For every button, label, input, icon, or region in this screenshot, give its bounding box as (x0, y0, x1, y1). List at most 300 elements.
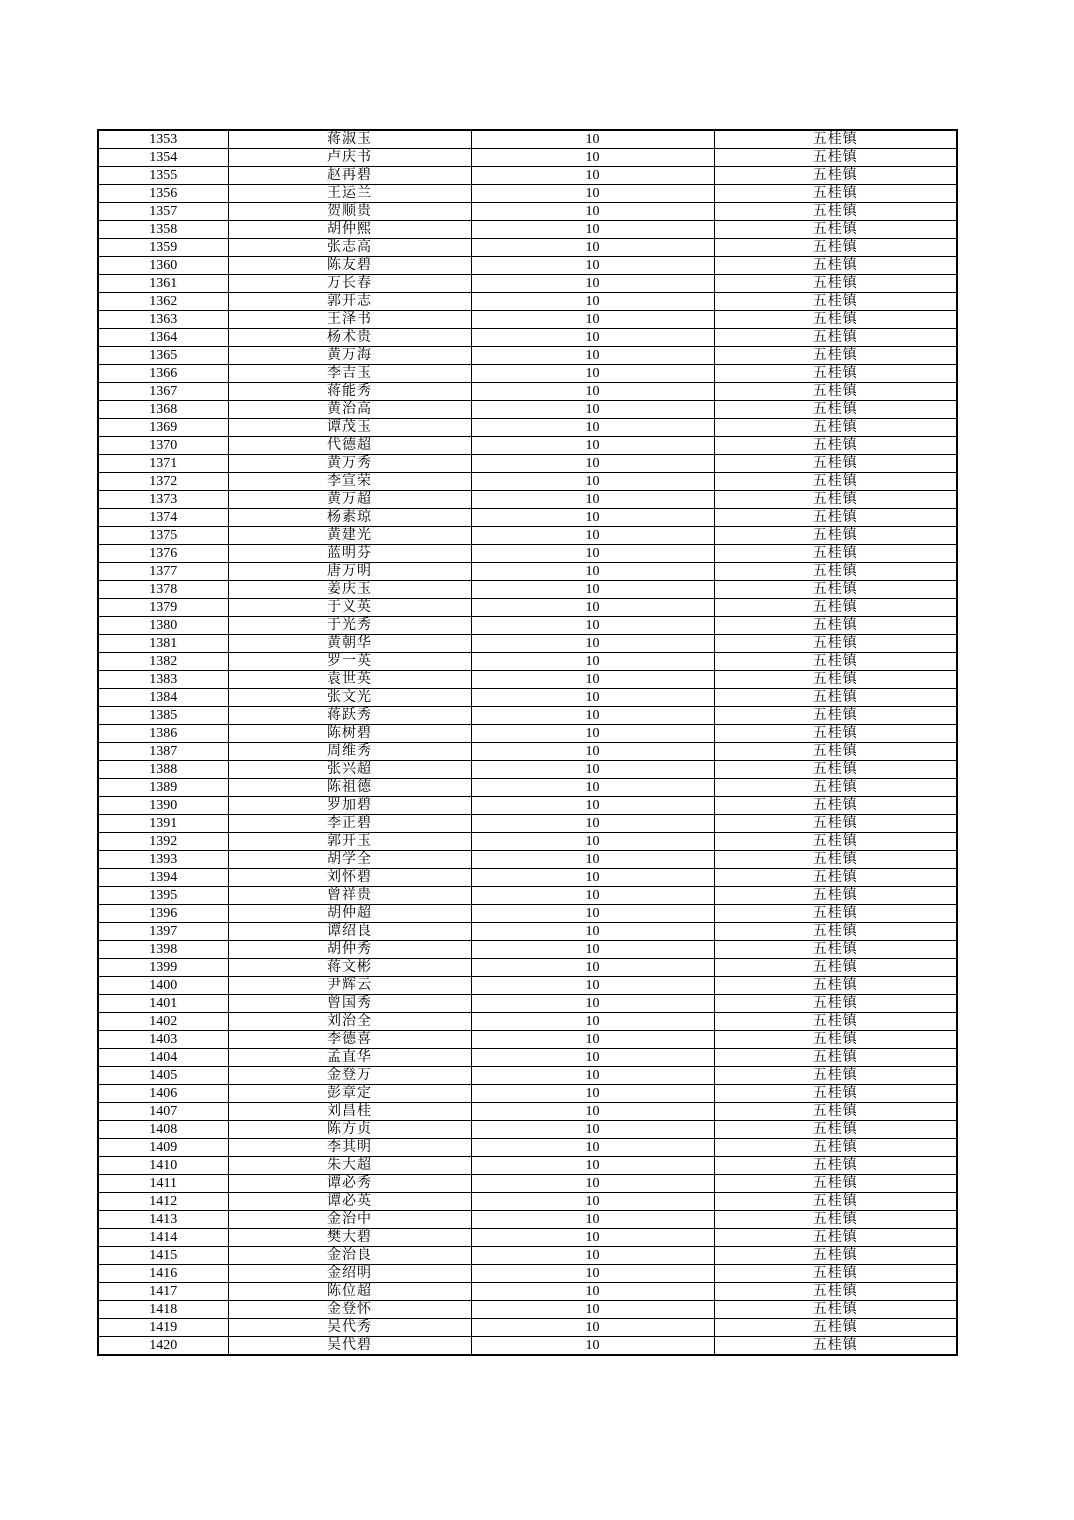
cell-number: 1390 (98, 797, 228, 815)
table-row (98, 437, 957, 455)
cell-number: 1372 (98, 473, 228, 491)
cell-name: 李其明 (228, 1139, 471, 1157)
cell-town: 五桂镇 (714, 1229, 957, 1247)
cell-name: 蒋跃秀 (228, 707, 471, 725)
cell-town: 五桂镇 (714, 779, 957, 797)
cell-amount: 10 (471, 1103, 714, 1121)
table-row (98, 1247, 957, 1265)
table-row (98, 185, 957, 203)
cell-number: 1410 (98, 1157, 228, 1175)
cell-amount: 10 (471, 1265, 714, 1283)
cell-name: 陈友碧 (228, 257, 471, 275)
cell-amount: 10 (471, 581, 714, 599)
cell-town: 五桂镇 (714, 311, 957, 329)
table-row (98, 1067, 957, 1085)
cell-amount: 10 (471, 725, 714, 743)
cell-number: 1362 (98, 293, 228, 311)
cell-number: 1353 (98, 130, 228, 149)
cell-number: 1400 (98, 977, 228, 995)
table-row (98, 761, 957, 779)
table-row (98, 869, 957, 887)
cell-amount: 10 (471, 851, 714, 869)
cell-town: 五桂镇 (714, 167, 957, 185)
cell-town: 五桂镇 (714, 923, 957, 941)
cell-number: 1407 (98, 1103, 228, 1121)
table-row (98, 149, 957, 167)
cell-town: 五桂镇 (714, 959, 957, 977)
cell-name: 卢庆书 (228, 149, 471, 167)
cell-number: 1379 (98, 599, 228, 617)
table-row (98, 203, 957, 221)
table-row (98, 1013, 957, 1031)
cell-number: 1405 (98, 1067, 228, 1085)
cell-number: 1375 (98, 527, 228, 545)
cell-amount: 10 (471, 1067, 714, 1085)
cell-name: 刘治全 (228, 1013, 471, 1031)
cell-name: 胡仲熙 (228, 221, 471, 239)
cell-town: 五桂镇 (714, 221, 957, 239)
cell-town: 五桂镇 (714, 347, 957, 365)
cell-town: 五桂镇 (714, 365, 957, 383)
cell-name: 黄朝华 (228, 635, 471, 653)
cell-number: 1414 (98, 1229, 228, 1247)
table-row (98, 130, 957, 149)
cell-town: 五桂镇 (714, 1067, 957, 1085)
cell-amount: 10 (471, 293, 714, 311)
cell-amount: 10 (471, 797, 714, 815)
cell-number: 1373 (98, 491, 228, 509)
cell-amount: 10 (471, 617, 714, 635)
cell-name: 于光秀 (228, 617, 471, 635)
cell-name: 陈位超 (228, 1283, 471, 1301)
cell-number: 1398 (98, 941, 228, 959)
cell-number: 1420 (98, 1337, 228, 1356)
table-row (98, 347, 957, 365)
cell-name: 姜庆玉 (228, 581, 471, 599)
cell-amount: 10 (471, 1193, 714, 1211)
cell-number: 1409 (98, 1139, 228, 1157)
cell-amount: 10 (471, 1319, 714, 1337)
cell-name: 彭章定 (228, 1085, 471, 1103)
cell-name: 代德超 (228, 437, 471, 455)
cell-town: 五桂镇 (714, 1013, 957, 1031)
cell-number: 1354 (98, 149, 228, 167)
cell-number: 1393 (98, 851, 228, 869)
cell-number: 1417 (98, 1283, 228, 1301)
cell-town: 五桂镇 (714, 1319, 957, 1337)
table-row (98, 311, 957, 329)
cell-name: 吴代秀 (228, 1319, 471, 1337)
cell-town: 五桂镇 (714, 1283, 957, 1301)
cell-town: 五桂镇 (714, 707, 957, 725)
cell-amount: 10 (471, 1211, 714, 1229)
cell-town: 五桂镇 (714, 617, 957, 635)
cell-number: 1382 (98, 653, 228, 671)
cell-amount: 10 (471, 1283, 714, 1301)
cell-amount: 10 (471, 257, 714, 275)
cell-town: 五桂镇 (714, 905, 957, 923)
cell-name: 吴代碧 (228, 1337, 471, 1356)
cell-amount: 10 (471, 130, 714, 149)
cell-amount: 10 (471, 1085, 714, 1103)
cell-amount: 10 (471, 653, 714, 671)
cell-name: 于义英 (228, 599, 471, 617)
table-row (98, 1265, 957, 1283)
cell-name: 朱大超 (228, 1157, 471, 1175)
table-row (98, 1157, 957, 1175)
table-row (98, 797, 957, 815)
cell-amount: 10 (471, 1301, 714, 1319)
cell-number: 1396 (98, 905, 228, 923)
cell-name: 李吉玉 (228, 365, 471, 383)
cell-name: 陈方贞 (228, 1121, 471, 1139)
cell-town: 五桂镇 (714, 1121, 957, 1139)
cell-amount: 10 (471, 1157, 714, 1175)
cell-number: 1370 (98, 437, 228, 455)
table-row (98, 383, 957, 401)
cell-amount: 10 (471, 455, 714, 473)
cell-name: 胡仲秀 (228, 941, 471, 959)
cell-amount: 10 (471, 1049, 714, 1067)
cell-number: 1383 (98, 671, 228, 689)
cell-number: 1406 (98, 1085, 228, 1103)
cell-name: 袁世英 (228, 671, 471, 689)
cell-amount: 10 (471, 527, 714, 545)
cell-amount: 10 (471, 1031, 714, 1049)
cell-town: 五桂镇 (714, 869, 957, 887)
cell-name: 黄建光 (228, 527, 471, 545)
cell-name: 金治良 (228, 1247, 471, 1265)
cell-town: 五桂镇 (714, 671, 957, 689)
cell-amount: 10 (471, 941, 714, 959)
cell-amount: 10 (471, 599, 714, 617)
cell-town: 五桂镇 (714, 581, 957, 599)
cell-number: 1364 (98, 329, 228, 347)
cell-name: 黄万海 (228, 347, 471, 365)
cell-town: 五桂镇 (714, 1193, 957, 1211)
cell-name: 陈树碧 (228, 725, 471, 743)
cell-town: 五桂镇 (714, 293, 957, 311)
cell-number: 1381 (98, 635, 228, 653)
cell-name: 杨术贵 (228, 329, 471, 347)
cell-number: 1389 (98, 779, 228, 797)
cell-town: 五桂镇 (714, 1031, 957, 1049)
table-row (98, 635, 957, 653)
cell-town: 五桂镇 (714, 887, 957, 905)
cell-number: 1404 (98, 1049, 228, 1067)
cell-number: 1366 (98, 365, 228, 383)
cell-name: 黄万超 (228, 491, 471, 509)
cell-amount: 10 (471, 473, 714, 491)
cell-name: 樊大碧 (228, 1229, 471, 1247)
cell-amount: 10 (471, 779, 714, 797)
cell-amount: 10 (471, 635, 714, 653)
cell-name: 张兴超 (228, 761, 471, 779)
cell-amount: 10 (471, 761, 714, 779)
cell-name: 黄治高 (228, 401, 471, 419)
cell-number: 1413 (98, 1211, 228, 1229)
cell-number: 1402 (98, 1013, 228, 1031)
table-row (98, 1211, 957, 1229)
cell-number: 1377 (98, 563, 228, 581)
cell-name: 张文光 (228, 689, 471, 707)
cell-town: 五桂镇 (714, 941, 957, 959)
cell-name: 金登怀 (228, 1301, 471, 1319)
cell-name: 曾国秀 (228, 995, 471, 1013)
table-row (98, 1319, 957, 1337)
cell-number: 1408 (98, 1121, 228, 1139)
cell-amount: 10 (471, 905, 714, 923)
cell-amount: 10 (471, 1247, 714, 1265)
table-row (98, 959, 957, 977)
table-row (98, 329, 957, 347)
table-row (98, 743, 957, 761)
cell-name: 张志高 (228, 239, 471, 257)
cell-town: 五桂镇 (714, 527, 957, 545)
cell-amount: 10 (471, 221, 714, 239)
table-row (98, 1049, 957, 1067)
cell-name: 贺顺贵 (228, 203, 471, 221)
cell-amount: 10 (471, 401, 714, 419)
cell-town: 五桂镇 (714, 1337, 957, 1356)
cell-name: 尹辉云 (228, 977, 471, 995)
cell-town: 五桂镇 (714, 563, 957, 581)
cell-town: 五桂镇 (714, 851, 957, 869)
cell-number: 1360 (98, 257, 228, 275)
cell-amount: 10 (471, 923, 714, 941)
table-row (98, 815, 957, 833)
cell-number: 1401 (98, 995, 228, 1013)
cell-town: 五桂镇 (714, 1085, 957, 1103)
cell-amount: 10 (471, 1139, 714, 1157)
cell-town: 五桂镇 (714, 995, 957, 1013)
cell-number: 1399 (98, 959, 228, 977)
cell-number: 1355 (98, 167, 228, 185)
cell-town: 五桂镇 (714, 635, 957, 653)
cell-amount: 10 (471, 437, 714, 455)
cell-amount: 10 (471, 869, 714, 887)
cell-town: 五桂镇 (714, 239, 957, 257)
table-row (98, 527, 957, 545)
cell-amount: 10 (471, 167, 714, 185)
table-row (98, 563, 957, 581)
table-row (98, 689, 957, 707)
cell-town: 五桂镇 (714, 725, 957, 743)
cell-name: 蒋文彬 (228, 959, 471, 977)
table-row (98, 293, 957, 311)
cell-number: 1385 (98, 707, 228, 725)
table-row (98, 1103, 957, 1121)
cell-town: 五桂镇 (714, 977, 957, 995)
cell-town: 五桂镇 (714, 1103, 957, 1121)
table-row (98, 923, 957, 941)
cell-number: 1365 (98, 347, 228, 365)
cell-name: 胡学全 (228, 851, 471, 869)
cell-name: 唐万明 (228, 563, 471, 581)
cell-number: 1367 (98, 383, 228, 401)
cell-amount: 10 (471, 707, 714, 725)
cell-number: 1368 (98, 401, 228, 419)
cell-amount: 10 (471, 383, 714, 401)
cell-number: 1392 (98, 833, 228, 851)
table-row (98, 617, 957, 635)
cell-number: 1378 (98, 581, 228, 599)
cell-town: 五桂镇 (714, 437, 957, 455)
cell-amount: 10 (471, 833, 714, 851)
cell-town: 五桂镇 (714, 329, 957, 347)
cell-name: 李德喜 (228, 1031, 471, 1049)
cell-amount: 10 (471, 509, 714, 527)
cell-amount: 10 (471, 347, 714, 365)
cell-amount: 10 (471, 545, 714, 563)
table-row (98, 833, 957, 851)
cell-number: 1374 (98, 509, 228, 527)
table-row (98, 995, 957, 1013)
table-row (98, 221, 957, 239)
cell-amount: 10 (471, 365, 714, 383)
cell-number: 1386 (98, 725, 228, 743)
cell-name: 胡仲超 (228, 905, 471, 923)
cell-town: 五桂镇 (714, 545, 957, 563)
cell-town: 五桂镇 (714, 1301, 957, 1319)
cell-number: 1369 (98, 419, 228, 437)
table-row (98, 1283, 957, 1301)
cell-amount: 10 (471, 1175, 714, 1193)
cell-name: 蒋淑玉 (228, 130, 471, 149)
cell-number: 1380 (98, 617, 228, 635)
cell-town: 五桂镇 (714, 599, 957, 617)
table-row (98, 239, 957, 257)
cell-town: 五桂镇 (714, 419, 957, 437)
cell-town: 五桂镇 (714, 797, 957, 815)
cell-name: 王运兰 (228, 185, 471, 203)
cell-number: 1376 (98, 545, 228, 563)
cell-number: 1388 (98, 761, 228, 779)
cell-town: 五桂镇 (714, 1049, 957, 1067)
cell-number: 1356 (98, 185, 228, 203)
table-row (98, 1193, 957, 1211)
table-row (98, 419, 957, 437)
cell-name: 金登万 (228, 1067, 471, 1085)
table-row (98, 257, 957, 275)
cell-amount: 10 (471, 1121, 714, 1139)
table-row (98, 1031, 957, 1049)
cell-name: 周维秀 (228, 743, 471, 761)
cell-number: 1371 (98, 455, 228, 473)
table-row (98, 365, 957, 383)
cell-amount: 10 (471, 491, 714, 509)
cell-name: 万长春 (228, 275, 471, 293)
cell-amount: 10 (471, 977, 714, 995)
cell-number: 1415 (98, 1247, 228, 1265)
cell-amount: 10 (471, 959, 714, 977)
roster-table (97, 129, 958, 1356)
cell-town: 五桂镇 (714, 1265, 957, 1283)
table-row (98, 653, 957, 671)
cell-amount: 10 (471, 311, 714, 329)
table-row (98, 941, 957, 959)
cell-name: 李宣荣 (228, 473, 471, 491)
cell-name: 郭开玉 (228, 833, 471, 851)
table-row (98, 851, 957, 869)
cell-amount: 10 (471, 887, 714, 905)
table-row (98, 455, 957, 473)
cell-name: 谭绍良 (228, 923, 471, 941)
cell-amount: 10 (471, 275, 714, 293)
cell-number: 1419 (98, 1319, 228, 1337)
cell-number: 1358 (98, 221, 228, 239)
cell-town: 五桂镇 (714, 275, 957, 293)
table-row (98, 1085, 957, 1103)
table-row (98, 779, 957, 797)
cell-amount: 10 (471, 1013, 714, 1031)
cell-number: 1384 (98, 689, 228, 707)
cell-number: 1395 (98, 887, 228, 905)
roster-table-body (98, 130, 957, 1355)
table-row (98, 887, 957, 905)
cell-number: 1403 (98, 1031, 228, 1049)
cell-town: 五桂镇 (714, 473, 957, 491)
cell-amount: 10 (471, 815, 714, 833)
cell-town: 五桂镇 (714, 761, 957, 779)
cell-town: 五桂镇 (714, 455, 957, 473)
cell-town: 五桂镇 (714, 509, 957, 527)
cell-name: 陈祖德 (228, 779, 471, 797)
table-row (98, 401, 957, 419)
cell-name: 李正碧 (228, 815, 471, 833)
table-row (98, 1139, 957, 1157)
cell-amount: 10 (471, 1337, 714, 1356)
cell-town: 五桂镇 (714, 491, 957, 509)
table-row (98, 491, 957, 509)
cell-town: 五桂镇 (714, 653, 957, 671)
cell-amount: 10 (471, 1229, 714, 1247)
cell-town: 五桂镇 (714, 401, 957, 419)
table-row (98, 599, 957, 617)
cell-amount: 10 (471, 563, 714, 581)
cell-name: 杨素琼 (228, 509, 471, 527)
cell-name: 王泽书 (228, 311, 471, 329)
cell-number: 1361 (98, 275, 228, 293)
cell-number: 1416 (98, 1265, 228, 1283)
table-row (98, 1121, 957, 1139)
cell-town: 五桂镇 (714, 130, 957, 149)
cell-number: 1387 (98, 743, 228, 761)
cell-amount: 10 (471, 671, 714, 689)
cell-name: 金治中 (228, 1211, 471, 1229)
cell-name: 刘怀碧 (228, 869, 471, 887)
cell-amount: 10 (471, 149, 714, 167)
table-row (98, 581, 957, 599)
cell-number: 1363 (98, 311, 228, 329)
cell-number: 1357 (98, 203, 228, 221)
cell-amount: 10 (471, 743, 714, 761)
cell-number: 1418 (98, 1301, 228, 1319)
cell-name: 黄万秀 (228, 455, 471, 473)
cell-town: 五桂镇 (714, 1157, 957, 1175)
cell-name: 谭茂玉 (228, 419, 471, 437)
cell-number: 1359 (98, 239, 228, 257)
cell-name: 蓝明芬 (228, 545, 471, 563)
table-row (98, 167, 957, 185)
cell-town: 五桂镇 (714, 743, 957, 761)
cell-amount: 10 (471, 239, 714, 257)
cell-number: 1394 (98, 869, 228, 887)
cell-name: 曾祥贵 (228, 887, 471, 905)
table-row (98, 1301, 957, 1319)
table-row (98, 275, 957, 293)
table-row (98, 473, 957, 491)
